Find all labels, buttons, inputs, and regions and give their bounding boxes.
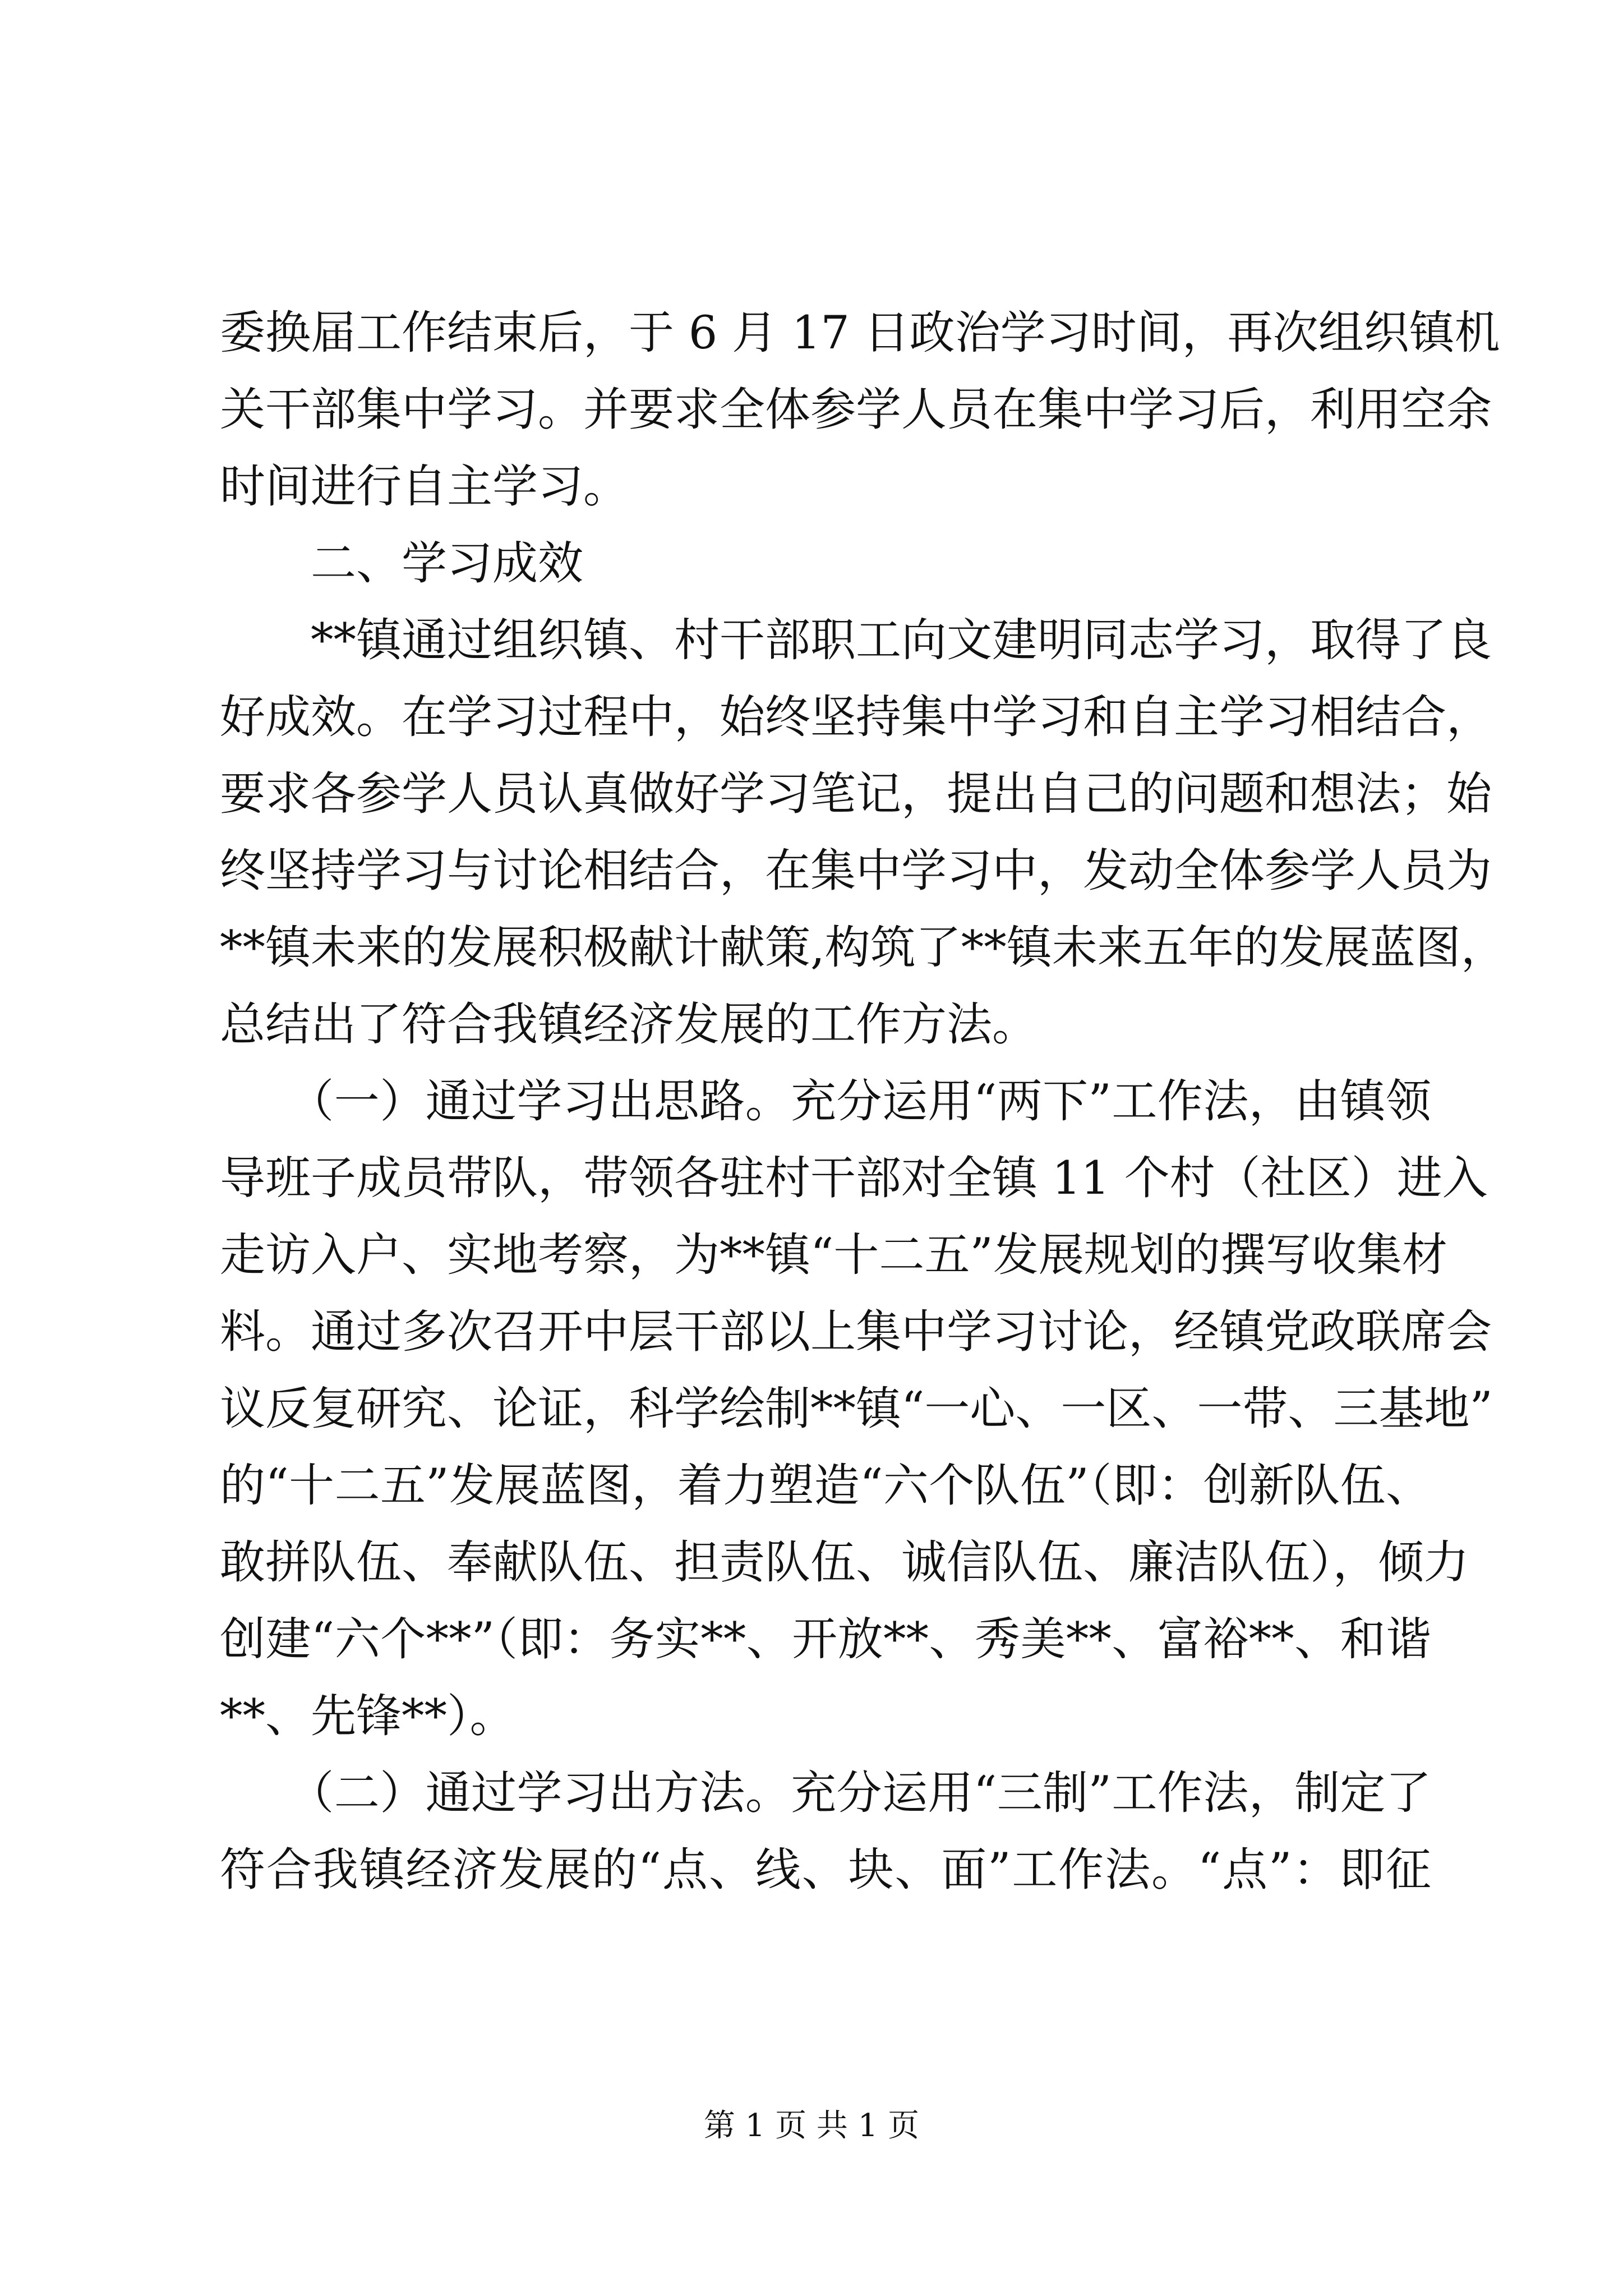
document-body <box>220 295 1506 1909</box>
text-line: 委换届工作结束后，于 6 月 17 日政治学习时间，再次组织镇机 <box>220 307 1500 360</box>
text-line: 好成效。在学习过程中，始终坚持集中学习和自主学习相结合， <box>220 691 1492 744</box>
text-line: 关干部集中学习。并要求全体参学人员在集中学习后，利用空余 <box>220 384 1492 436</box>
text-line: 料。通过多次召开中层干部以上集中学习讨论，经镇党政联席会 <box>220 1306 1492 1359</box>
section-heading: 二、学习成效 <box>311 537 584 590</box>
text-line: 的“十二五”发展蓝图，着力塑造“六个队伍”（即：创新队伍、 <box>220 1460 1431 1512</box>
text-line: 符合我镇经济发展的“点、线、块、面”工作法。“点”：即征 <box>220 1844 1431 1897</box>
text-line: 议反复研究、论证，科学绘制**镇“一心、一区、一带、三基地” <box>220 1383 1493 1435</box>
text-line: 敢拼队伍、奉献队伍、担责队伍、诚信队伍、廉洁队伍），倾力 <box>220 1536 1469 1589</box>
text-line: **镇通过组织镇、村干部职工向文建明同志学习，取得了良 <box>220 614 1492 667</box>
page-number-footer: 第 1 页 共 1 页 <box>703 2108 920 2144</box>
text-line: 时间进行自主学习。 <box>220 461 629 513</box>
text-line: 创建“六个**”（即：务实**、开放**、秀美**、富裕**、和谐 <box>220 1613 1431 1666</box>
text-line: **镇未来的发展积极献计献策,构筑了**镇未来五年的发展蓝图， <box>220 922 1506 974</box>
text-line: 总结出了符合我镇经济发展的工作方法。 <box>220 999 1038 1051</box>
text-line: 终坚持学习与讨论相结合，在集中学习中，发动全体参学人员为 <box>220 845 1492 898</box>
text-line: （一）通过学习出思路。充分运用“两下”工作法，由镇领 <box>220 1075 1431 1128</box>
text-line: 走访入户、实地考察，为**镇“十二五”发展规划的撰写收集材 <box>220 1229 1447 1282</box>
text-line: **、先锋**）。 <box>220 1690 515 1743</box>
text-line: （二）通过学习出方法。充分运用“三制”工作法，制定了 <box>220 1767 1431 1820</box>
text-line: 要求各参学人员认真做好学习笔记，提出自己的问题和想法；始 <box>220 768 1492 821</box>
text-line: 导班子成员带队，带领各驻村干部对全镇 11 个村（社区）进入 <box>220 1152 1488 1205</box>
